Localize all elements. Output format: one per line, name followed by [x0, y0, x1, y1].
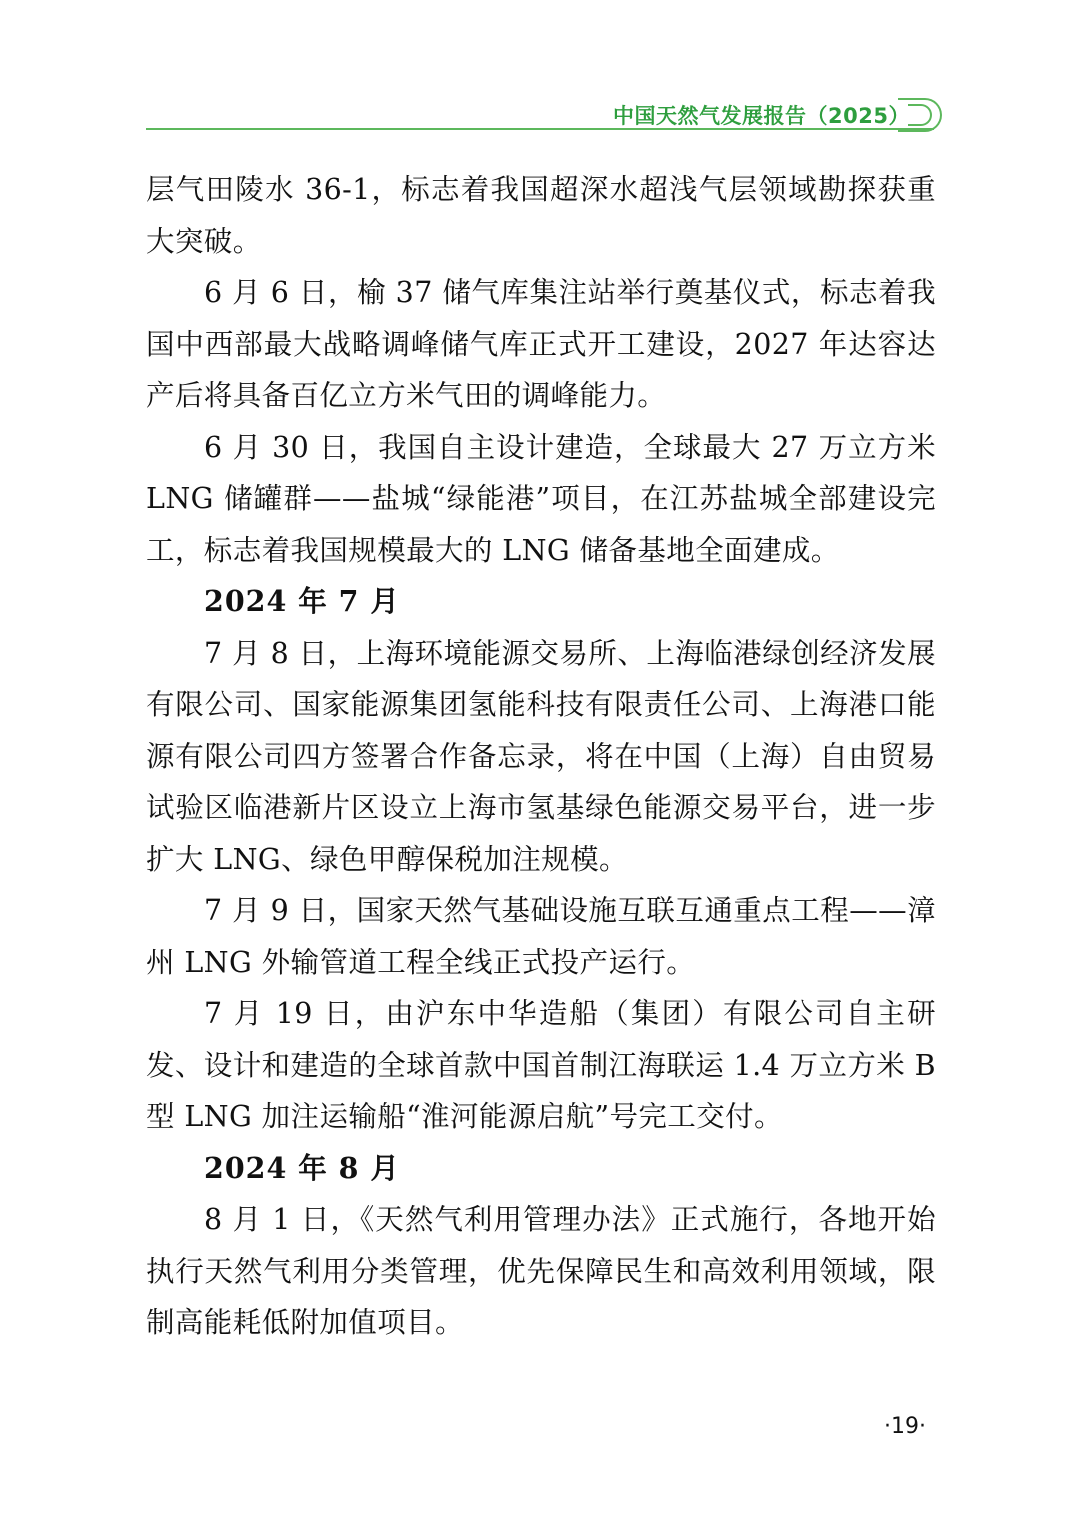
paragraph-shanghai-memo: 7 月 8 日，上海环境能源交易所、上海临港绿创经济发展有限公司、国家能源集团氢能科技有限责任公司、上海港口能源有限公司四方签署合作备忘录，将在中国（上海）自由贸易试验区临港新片区设立上海市氢基绿色能源交易平台，进一步扩大 LNG、绿色甲醇保税加注规模。 — [146, 636, 936, 876]
report-title: 中国天然气发展报告（2025） — [613, 104, 910, 128]
page-body — [146, 164, 936, 1349]
page-number: ·19· — [884, 1414, 926, 1439]
month-heading-august: 2024 年 8 月 — [204, 1150, 400, 1185]
month-heading-july: 2024 年 7 月 — [204, 584, 400, 618]
paragraph-yu37-storage: 6 月 6 日，榆 37 储气库集注站举行奠基仪式，标志着我国中西部最大战略调峰储气库正式开工建设，2027 年达容达产后将具备百亿立方米气田的调峰能力。 — [146, 276, 936, 412]
paragraph-zhangzhou-pipeline: 7 月 9 日，国家天然气基础设施互联互通重点工程——漳州 LNG 外输管道工程全线正式投产运行。 — [146, 894, 936, 979]
paragraph-gas-utilization-rules: 8 月 1 日，《天然气利用管理办法》正式施行，各地开始执行天然气利用分类管理，优先保障民生和高效利用领域，限制高能耗低附加值项目。 — [146, 1203, 936, 1339]
paragraph-lng-bunkering-ship: 7 月 19 日，由沪东中华造船（集团）有限公司自主研发、设计和建造的全球首款中国首制江海联运 1.4 万立方米 B 型 LNG 加注运输船“淮河能源启航”号完工交付。 — [146, 997, 936, 1133]
paragraph-lingshui: 层气田陵水 36-1，标志着我国超深水超浅气层领域勘探获重大突破。 — [146, 173, 936, 258]
paragraph-yancheng-lng: 6 月 30 日，我国自主设计建造，全球最大 27 万立方米 LNG 储罐群——盐城“绿能港”项目，在江苏盐城全部建设完工，标志着我国规模最大的 LNG 储备基地全面建成。 — [146, 430, 936, 567]
header-curve-inner-decoration — [908, 104, 932, 126]
running-header — [146, 98, 946, 138]
